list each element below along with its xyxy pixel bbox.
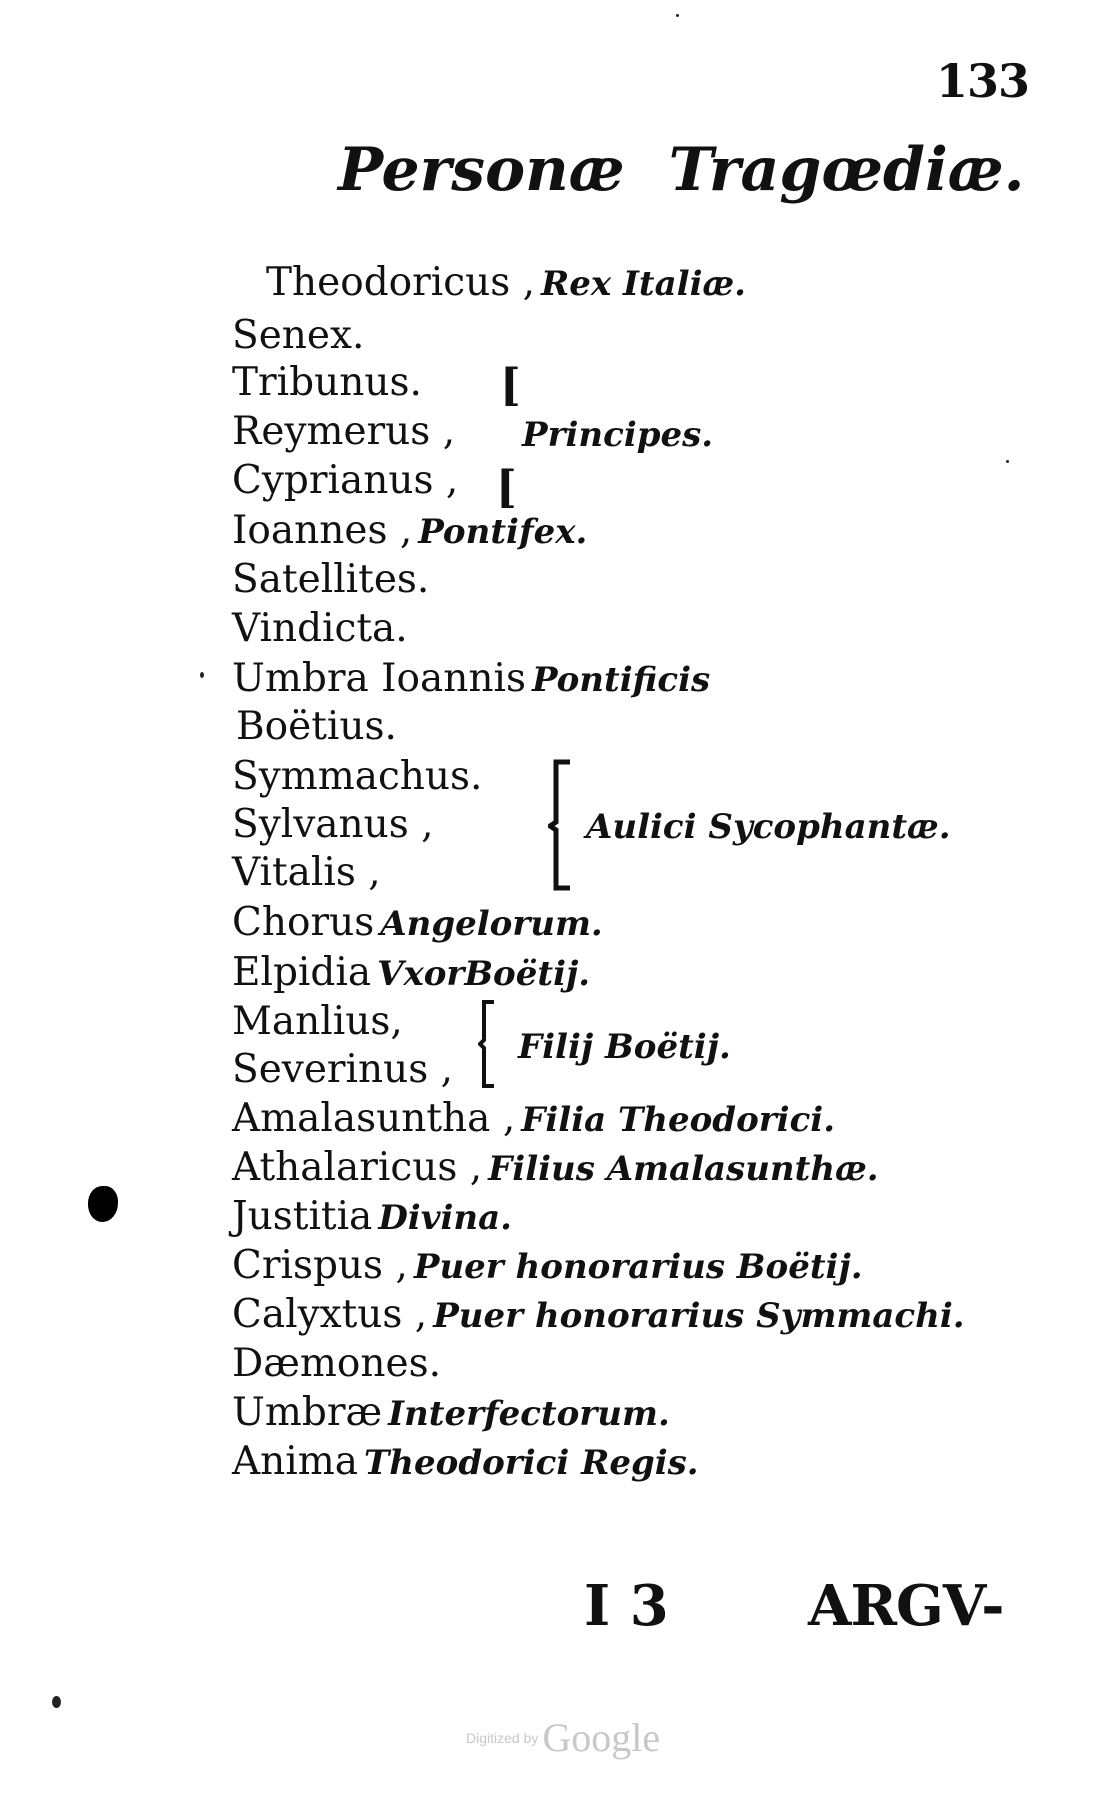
cast-separator: , bbox=[383, 1243, 408, 1288]
cast-row-cyprianus bbox=[232, 456, 458, 505]
page-title bbox=[338, 135, 1025, 205]
cast-row-athalaricus bbox=[232, 1143, 879, 1192]
ink-blot bbox=[88, 1186, 118, 1222]
cast-role: Angelorum. bbox=[380, 904, 603, 944]
cast-row-manlius bbox=[232, 997, 403, 1046]
cast-name: Dæmones. bbox=[232, 1341, 441, 1386]
cast-row-anima bbox=[232, 1437, 699, 1486]
cast-row-reymerus bbox=[232, 407, 455, 456]
cast-name: Anima bbox=[232, 1439, 358, 1484]
cast-separator: , bbox=[402, 1292, 428, 1337]
watermark-brand: Google bbox=[542, 1715, 661, 1760]
cast-separator: , bbox=[510, 260, 536, 305]
cast-name: Tribunus. bbox=[232, 360, 422, 405]
cast-name: Umbræ bbox=[232, 1390, 383, 1435]
cast-name: Ioannes bbox=[232, 508, 388, 553]
cast-role: Filius Amalasunthæ. bbox=[488, 1149, 879, 1189]
catchword: ARGV- bbox=[808, 1573, 1004, 1639]
cast-name: Symmachus. bbox=[232, 754, 483, 799]
cast-name: Amalasuntha bbox=[232, 1096, 491, 1141]
title-word-personae: Personæ bbox=[338, 135, 625, 205]
cast-name: Manlius, bbox=[232, 999, 403, 1044]
cast-row-senex bbox=[232, 311, 364, 360]
cast-row-justitia bbox=[232, 1192, 512, 1241]
cast-name: Theodoricus bbox=[266, 260, 511, 305]
cast-separator: , bbox=[457, 1145, 483, 1190]
cast-role: Pontifex. bbox=[418, 512, 588, 552]
cast-row-severinus bbox=[232, 1045, 453, 1094]
cast-name: Cyprianus , bbox=[232, 458, 459, 503]
cast-row-theodoricus bbox=[266, 258, 746, 307]
cast-row-chorus bbox=[232, 898, 603, 947]
cast-name: Calyxtus bbox=[232, 1292, 403, 1337]
ink-speck bbox=[200, 672, 204, 678]
cast-name: Sylvanus , bbox=[232, 802, 434, 847]
cast-name: Chorus bbox=[232, 900, 375, 945]
cast-row-ioannes bbox=[232, 506, 587, 555]
cast-row-sylvanus bbox=[232, 800, 434, 849]
ink-speck bbox=[1006, 460, 1009, 463]
cast-role: Filia Theodorici. bbox=[521, 1100, 836, 1140]
cast-role: Divina. bbox=[378, 1198, 512, 1238]
signature-mark: I 3 bbox=[584, 1573, 669, 1639]
aulici-label: Aulici Sycophantæ. bbox=[586, 807, 951, 847]
ink-speck bbox=[52, 1696, 61, 1708]
cast-role: Puer honorarius Boëtij. bbox=[413, 1247, 863, 1287]
cast-row-vitalis bbox=[232, 848, 381, 897]
cast-name: Vitalis , bbox=[232, 850, 381, 895]
cast-row-calyxtus bbox=[232, 1290, 965, 1339]
cast-name: Elpidia bbox=[232, 950, 372, 995]
aulici-brace bbox=[548, 758, 578, 892]
cast-name: Reymerus , bbox=[232, 409, 456, 454]
cast-row-amalasuntha bbox=[232, 1094, 835, 1143]
cast-row-elpidia bbox=[232, 948, 590, 997]
cast-row-crispus bbox=[232, 1241, 863, 1290]
cast-role: VxorBoëtij. bbox=[377, 954, 591, 994]
cast-name: Vindicta. bbox=[232, 606, 408, 651]
cast-row-satellites bbox=[232, 555, 429, 604]
cast-row-symmachus bbox=[232, 752, 482, 801]
cast-name: Athalaricus bbox=[232, 1145, 458, 1190]
cast-name: Senex. bbox=[232, 313, 365, 358]
principes-label: Principes. bbox=[522, 415, 714, 455]
cast-role: Theodorici Regis. bbox=[364, 1443, 699, 1483]
principes-bracket-bottom: [ bbox=[496, 462, 517, 513]
cast-name: Justitia bbox=[232, 1194, 373, 1239]
cast-row-tribunus bbox=[232, 358, 422, 407]
watermark-prefix: Digitized by bbox=[466, 1730, 539, 1746]
page-number: 133 bbox=[936, 54, 1030, 108]
cast-role: Interfectorum. bbox=[388, 1394, 670, 1434]
cast-name: Satellites. bbox=[232, 557, 430, 602]
cast-row-vindicta bbox=[232, 604, 408, 653]
cast-row-daemones bbox=[232, 1339, 441, 1388]
principes-bracket-top: [ bbox=[500, 360, 521, 411]
cast-row-umbra-ioannis bbox=[232, 654, 710, 703]
filii-brace bbox=[478, 998, 500, 1090]
cast-row-umbrae bbox=[232, 1388, 670, 1437]
cast-role: Pontificis bbox=[531, 660, 711, 700]
cast-row-boetius bbox=[236, 702, 397, 751]
cast-role: Puer honorarius Symmachi. bbox=[433, 1296, 965, 1336]
cast-name: Boëtius. bbox=[236, 704, 397, 749]
digitized-watermark bbox=[466, 1715, 661, 1760]
cast-separator: , bbox=[490, 1096, 516, 1141]
cast-role: Rex Italiæ. bbox=[541, 264, 747, 304]
cast-name: Crispus bbox=[232, 1243, 384, 1288]
cast-name: Severinus , bbox=[232, 1047, 454, 1092]
cast-separator: , bbox=[387, 508, 413, 553]
cast-name: Umbra Ioannis bbox=[232, 656, 526, 701]
filii-label: Filij Boëtij. bbox=[518, 1027, 731, 1067]
title-word-tragoediae: Tragœdiæ. bbox=[668, 135, 1025, 205]
ink-speck bbox=[676, 14, 679, 17]
